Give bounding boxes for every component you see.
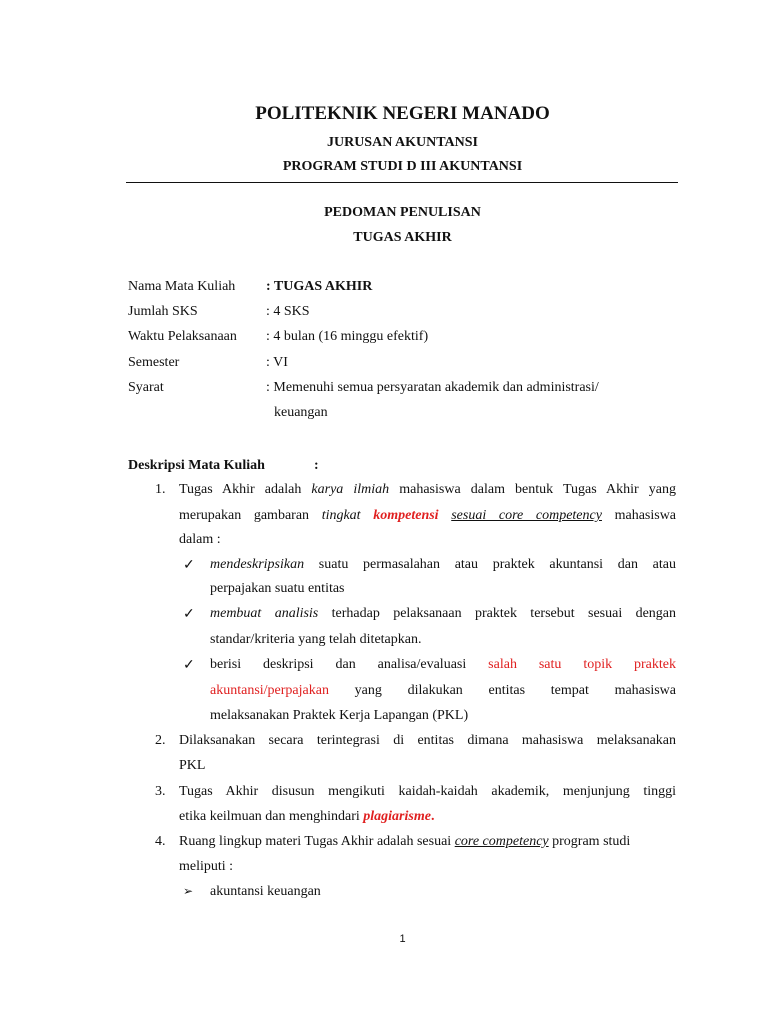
text-run: mahasiswa dalam bentuk Tugas Akhir yang <box>389 482 676 497</box>
text-run-red: salah satu topik praktek <box>488 657 677 672</box>
item3-line-2 <box>179 809 676 825</box>
highlight-plagiarisme: plagiarisme <box>363 809 431 824</box>
highlight-kompetensi: kompetensi <box>373 508 439 523</box>
department-title: JURUSAN AKUNTANSI <box>326 135 479 150</box>
item4-line-2: meliputi : <box>179 859 234 874</box>
text-run: etika keilmuan dan menghindari <box>179 809 364 824</box>
info-label: Semester <box>128 355 180 370</box>
text-run: Ruang lingkup materi Tugas Akhir adalah sesuai <box>179 834 455 849</box>
check3-line-1 <box>210 657 676 673</box>
item3-line-1: Tugas Akhir disusun mengikuti kaidah-kaidah akademik, menjunjung tinggi <box>179 784 676 799</box>
info-label: Syarat <box>128 380 164 395</box>
text-run: merupakan gambaran <box>179 508 322 523</box>
text-run: mahasiswa <box>601 508 677 523</box>
header-rule <box>126 182 678 183</box>
section-heading <box>128 458 319 474</box>
doc-title-line-2: TUGAS AKHIR <box>353 230 452 245</box>
info-value: : 4 bulan (16 minggu efektif) <box>266 329 429 344</box>
text-run-red: akuntansi/perpajakan <box>210 683 329 698</box>
section-heading-text: Deskripsi Mata Kuliah <box>128 458 265 473</box>
list-number: 1. <box>155 482 166 497</box>
checkmark-icon: ✓ <box>183 558 195 573</box>
check2-line-2: standar/kriteria yang telah ditetapkan. <box>210 632 422 647</box>
checkmark-icon: ✓ <box>183 658 195 673</box>
item2-line-2: PKL <box>179 758 206 773</box>
text-run-italic: karya ilmiah <box>311 482 390 497</box>
text-run-red: . <box>430 809 435 824</box>
text-run: Tugas Akhir adalah <box>179 482 312 497</box>
text-run: program studi <box>548 834 631 849</box>
arrow-bullet-icon: ➢ <box>183 884 194 898</box>
list-number: 4. <box>155 834 166 849</box>
text-run-italic: mendeskripsikan <box>210 557 305 572</box>
text-run-italic: tingkat <box>321 508 361 523</box>
text-run-italic: membuat analisis <box>210 606 319 621</box>
syarat-continuation: keuangan <box>274 405 328 420</box>
text-run: terhadap pelaksanaan praktek tersebut sesuai dengan <box>318 606 677 621</box>
check2-line-1 <box>210 606 676 622</box>
section-heading-colon: : <box>314 458 319 473</box>
text-run-underlined: sesuai core competency <box>451 508 602 523</box>
text-run-underlined: core competency <box>454 834 549 849</box>
doc-title-line-1: PEDOMAN PENULISAN <box>324 205 481 220</box>
info-value: : 4 SKS <box>266 304 310 319</box>
item1-line-2 <box>179 508 676 524</box>
check3-line-2 <box>210 683 676 699</box>
info-label: Jumlah SKS <box>128 304 198 319</box>
check1-line-1 <box>210 557 676 573</box>
checkmark-icon: ✓ <box>183 607 195 622</box>
list-number: 2. <box>155 733 166 748</box>
info-value: : TUGAS AKHIR <box>266 279 373 294</box>
item1-line-1 <box>179 482 676 498</box>
check3-line-3: melaksanakan Praktek Kerja Lapangan (PKL) <box>210 708 469 723</box>
list-number: 3. <box>155 784 166 799</box>
info-label: Nama Mata Kuliah <box>128 279 236 294</box>
item4-line-1 <box>179 834 676 850</box>
bullet-item: akuntansi keuangan <box>210 884 321 899</box>
text-run: suatu permasalahan atau praktek akuntansi dan atau <box>304 557 676 572</box>
text-run: yang dilakukan entitas tempat mahasiswa <box>328 683 676 698</box>
info-value: : VI <box>266 355 288 370</box>
text-run: berisi deskripsi dan analisa/evaluasi <box>210 657 489 672</box>
item2-line-1: Dilaksanakan secara terintegrasi di entitas dimana mahasiswa melaksanakan <box>179 733 676 748</box>
page-number: 1 <box>399 933 406 945</box>
institution-title: POLITEKNIK NEGERI MANADO <box>255 103 550 124</box>
check1-line-2: perpajakan suatu entitas <box>210 581 345 596</box>
info-label: Waktu Pelaksanaan <box>128 329 237 344</box>
info-value: : Memenuhi semua persyaratan akademik dan administrasi/ <box>266 380 599 395</box>
program-title: PROGRAM STUDI D III AKUNTANSI <box>282 159 523 174</box>
item1-line-3: dalam : <box>179 532 221 547</box>
